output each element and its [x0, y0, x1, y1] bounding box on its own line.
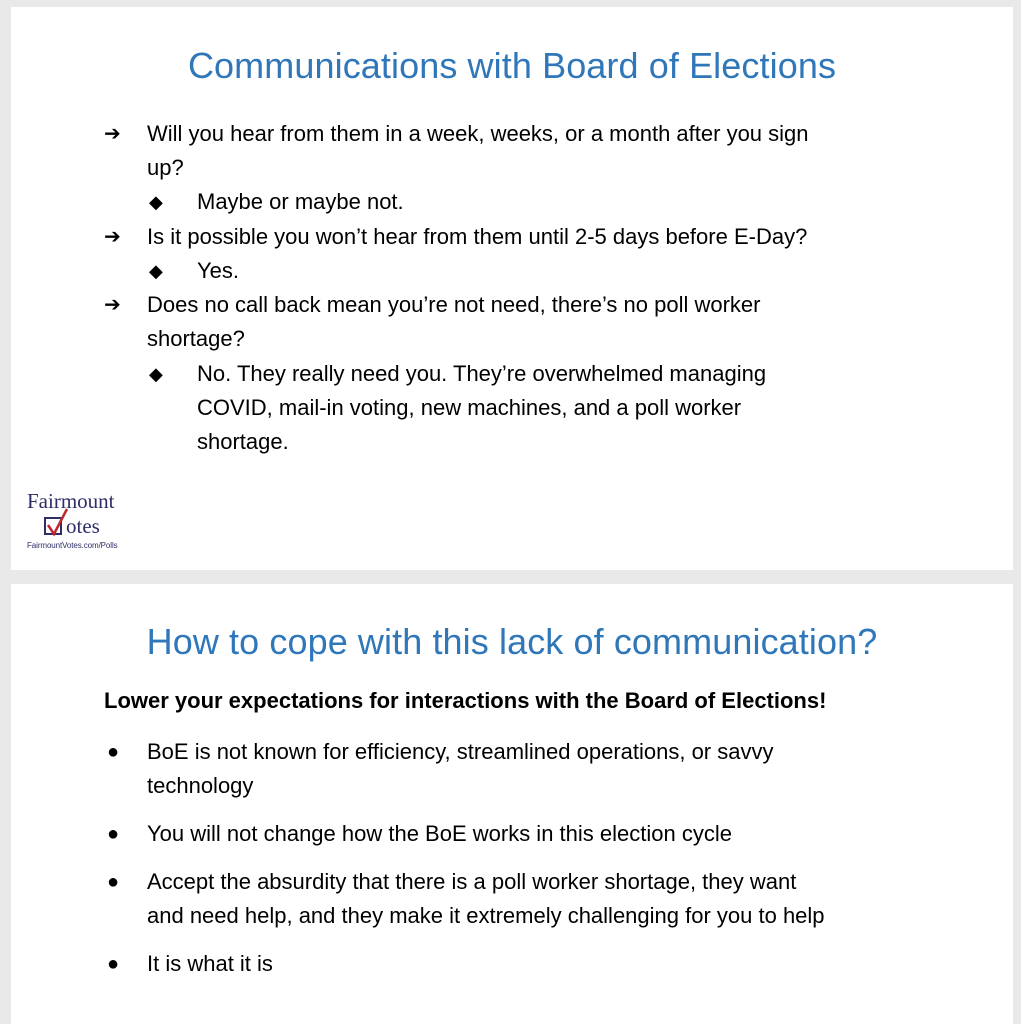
bullet-text: [147, 288, 761, 356]
logo-line1: Fairmount: [27, 489, 115, 513]
bullet-line: No. They really need you. They’re overwhelmed managing: [197, 361, 767, 386]
sub-bullet-text: [197, 254, 239, 288]
bullet-line: Does no call back mean you’re not need, there’s no poll worker: [147, 292, 761, 317]
bullet-text: [147, 947, 273, 981]
arrow-bullet-icon: ➔: [104, 123, 121, 145]
diamond-bullet-icon: ◆: [149, 192, 163, 212]
bullet-line: Is it possible you won’t hear from them until 2-5 days before E-Day?: [147, 224, 808, 249]
logo-line2: otes: [66, 514, 100, 538]
fairmount-votes-logo: [27, 489, 147, 559]
sub-bullet-text: [197, 185, 404, 219]
bullet-line: Accept the absurdity that there is a poll worker shortage, they want: [147, 869, 797, 894]
slide-cope: [11, 584, 1013, 1024]
bullet-line: Will you hear from them in a week, weeks, or a month after you sign: [147, 121, 809, 146]
logo-url: FairmountVotes.com/Polls: [27, 541, 118, 550]
bullet-line: shortage?: [147, 326, 245, 351]
bullet-line: and need help, and they make it extremely challenging for you to help: [147, 903, 825, 928]
arrow-bullet-icon: ➔: [104, 226, 121, 248]
sub-bullet-text: [197, 357, 766, 459]
dot-bullet-icon: ●: [107, 871, 120, 893]
bullet-line: It is what it is: [147, 951, 273, 976]
bullet-line: Maybe or maybe not.: [197, 189, 404, 214]
bullet-text: [147, 735, 773, 803]
checkmark-icon: [39, 507, 69, 537]
bullet-line: up?: [147, 155, 184, 180]
bullet-line: technology: [147, 773, 254, 798]
bullet-text: [147, 117, 809, 185]
bullet-line: You will not change how the BoE works in this election cycle: [147, 821, 732, 846]
bullet-text: [147, 817, 732, 851]
arrow-bullet-icon: ➔: [104, 294, 121, 316]
bullet-line: BoE is not known for efficiency, streamlined operations, or savvy: [147, 739, 774, 764]
slide-subtitle: Lower your expectations for interactions with the Board of Elections!: [104, 688, 827, 713]
dot-bullet-icon: ●: [107, 741, 120, 763]
diamond-bullet-icon: ◆: [149, 261, 163, 281]
diamond-bullet-icon: ◆: [149, 364, 163, 384]
bullet-text: [147, 865, 825, 933]
bullet-line: COVID, mail-in voting, new machines, and a poll worker: [197, 395, 742, 420]
bullet-text: [147, 220, 807, 254]
slide-title: How to cope with this lack of communication?: [146, 621, 878, 662]
dot-bullet-icon: ●: [107, 953, 120, 975]
bullet-line: shortage.: [197, 429, 289, 454]
slide-title: Communications with Board of Elections: [187, 45, 837, 86]
bullet-line: Yes.: [197, 258, 240, 283]
slide-communications: [11, 7, 1013, 570]
dot-bullet-icon: ●: [107, 823, 120, 845]
